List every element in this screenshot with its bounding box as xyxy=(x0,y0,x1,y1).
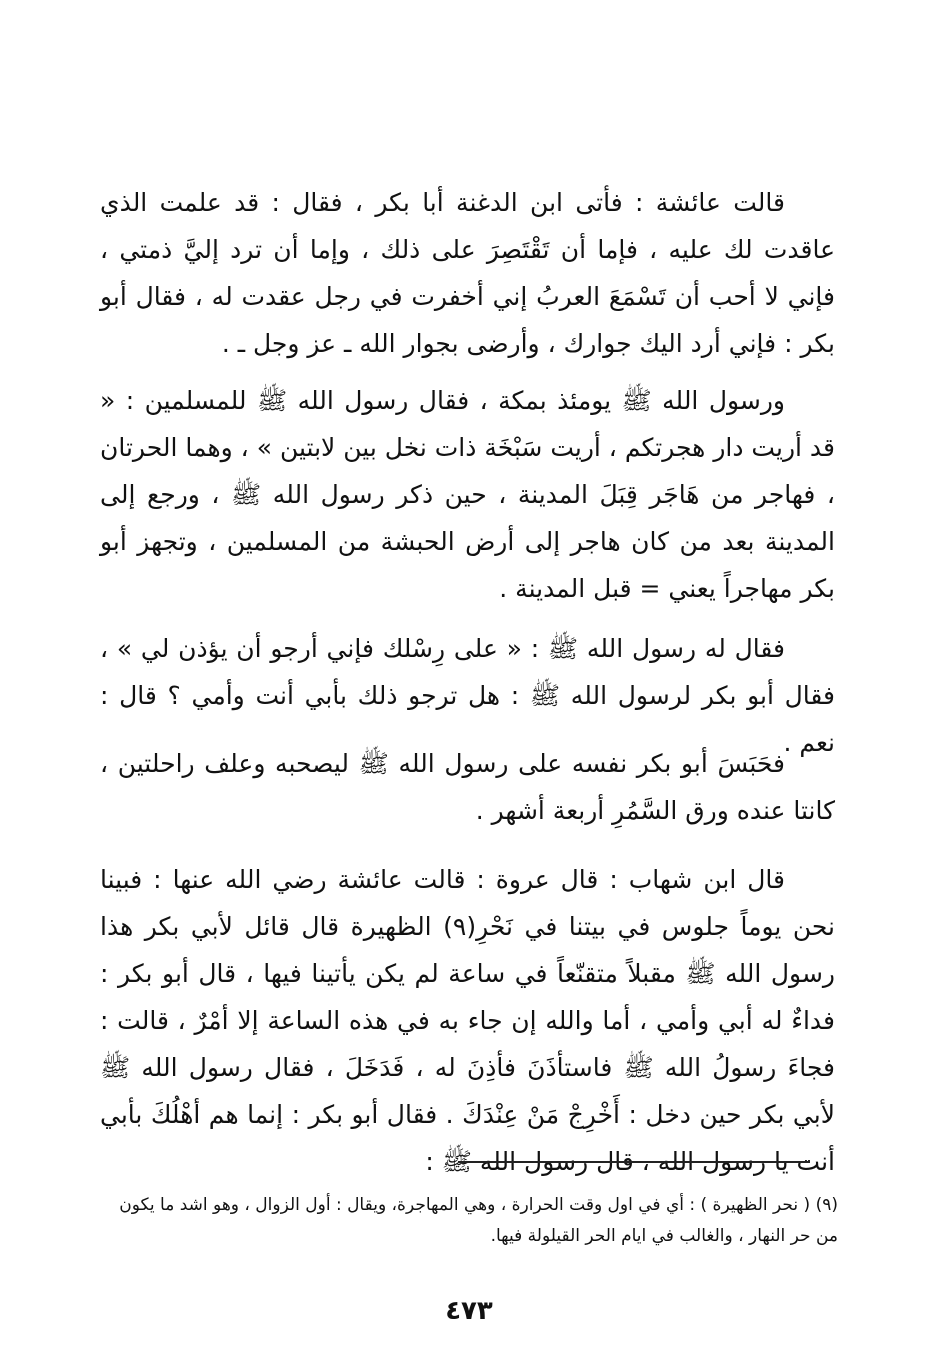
paragraph-4: فحَبَسَ أبو بكر نفسه على رسول الله ﷺ ليصحبه وعلف راحلتين ، كانتا عنده ورق السَّمُرِ أربعة أشهر . xyxy=(100,749,835,825)
footnote: (٩) ( نحر الظهيرة ) : أي في اول وقت الحرارة ، وهي المهاجرة، ويقال : أول الزوال ، وهو اشد ما يكون من حر النهار ، والغالب في ايام الحر القيلولة فيها. xyxy=(119,1195,838,1246)
paragraph-1: قالت عائشة : فأتى ابن الدغنة أبا بكر ، فقال : قد علمت الذي عاقدت لك عليه ، فإما أن تَقْتَصِرَ على ذلك ، وإما أن ترد إليَّ ذمتي ، فإني لا أحب أن تَسْمَعَ العربُ إني أخفرت في رجل عقدت له ، فقال أبو بكر : فإني أرد اليك جوارك ، وأرضى بجوار الله ـ عز وجل ـ . xyxy=(100,188,835,358)
paragraph-2: ورسول الله ﷺ يومئذ بمكة ، فقال رسول الله ﷺ للمسلمين : « قد أريت دار هجرتكم ، أريت سَبْخَة ذات نخل بين لابتين » ، وهما الحرتان ، فهاجر من هَاجَر قِبَلَ المدينة ، حين ذكر رسول الله ﷺ ، ورجع إلى المدينة بعد من كان هاجر إلى أرض الحبشة من المسلمين ، وتجهز أبو بكر مهاجراً يعني = قبل المدينة . xyxy=(100,386,835,603)
paragraph-3: فقال له رسول الله ﷺ : « على رِسْلك فإني أرجو أن يؤذن لي » ، فقال أبو بكر لرسول الله ﷺ : هل ترجو ذلك بأبي أنت وأمي ؟ قال : نعم . xyxy=(100,634,835,757)
footnote-divider xyxy=(458,1161,810,1163)
page-number: ٤٧٣ xyxy=(445,1296,493,1326)
paragraph-5: قال ابن شهاب : قال عروة : قالت عائشة رضي الله عنها : فبينا نحن يوماً جلوس في بيتنا في نَحْرِ(٩) الظهيرة قال قائل لأبي بكر هذا رسول الله ﷺ مقبلاً متقنّعاً في ساعة لم يكن يأتينا فيها ، قال أبو بكر : فداءٌ له أبي وأمي ، أما والله إن جاء به في هذه الساعة إلا أمْرٌ ، قالت : فجاءَ رسولُ الله ﷺ فاستأذَنَ فأذِنَ له ، فَدَخَلَ ، فقال رسول الله ﷺ لأبي بكر حين دخل : أَخْرِجْ مَنْ عِنْدَكَ . فقال أبو بكر : إنما هم أهْلُكَ بأبي أنت يا رسول الله ، قال رسول الله ﷺ : xyxy=(100,865,835,1176)
